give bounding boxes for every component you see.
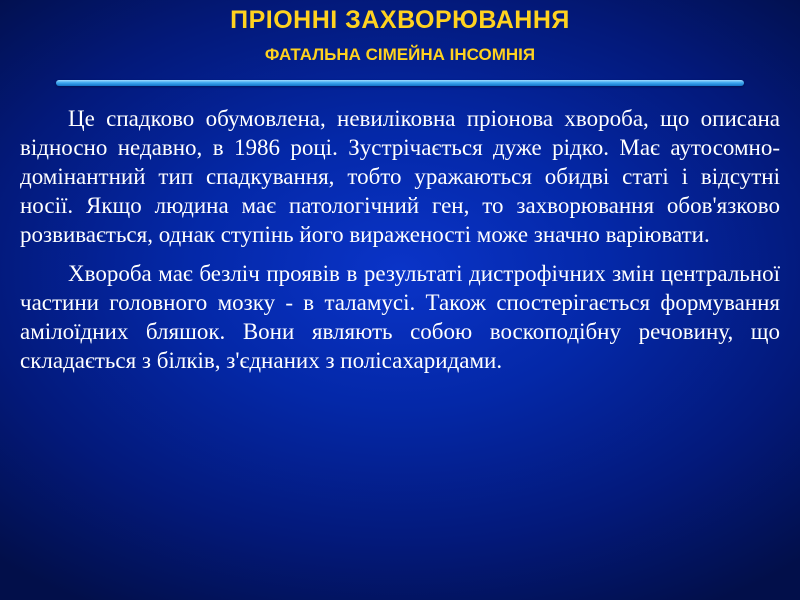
title-divider xyxy=(56,80,744,86)
body-paragraph-2: Хвороба має безліч проявів в результаті дистрофічних змін центральної частини головного мозку - в таламусі. Також спостерігається формування амілоїдних бляшок. Вони являють собою воскоподібну речовину, що складається з білків, з'єднаних з полісахаридами. xyxy=(20,261,780,373)
body-paragraph-1: Це спадково обумовлена, невиліковна пріонова хвороба, що описана відносно недавно, в 1986 році. Зустрічається дуже рідко. Має аутосомно-домінантний тип спадкування, тобто уражаються обидві статі і відсутні носії. Якщо людина має патологічний ген, то захворювання обов'язково розвивається, однак ступінь його вираженості може значно варіювати. xyxy=(20,106,780,247)
slide-body xyxy=(20,104,780,385)
slide-title: ПРІОННІ ЗАХВОРЮВАННЯ xyxy=(230,6,570,34)
slide-subtitle: ФАТАЛЬНА СІМЕЙНА ІНСОМНІЯ xyxy=(264,45,536,64)
